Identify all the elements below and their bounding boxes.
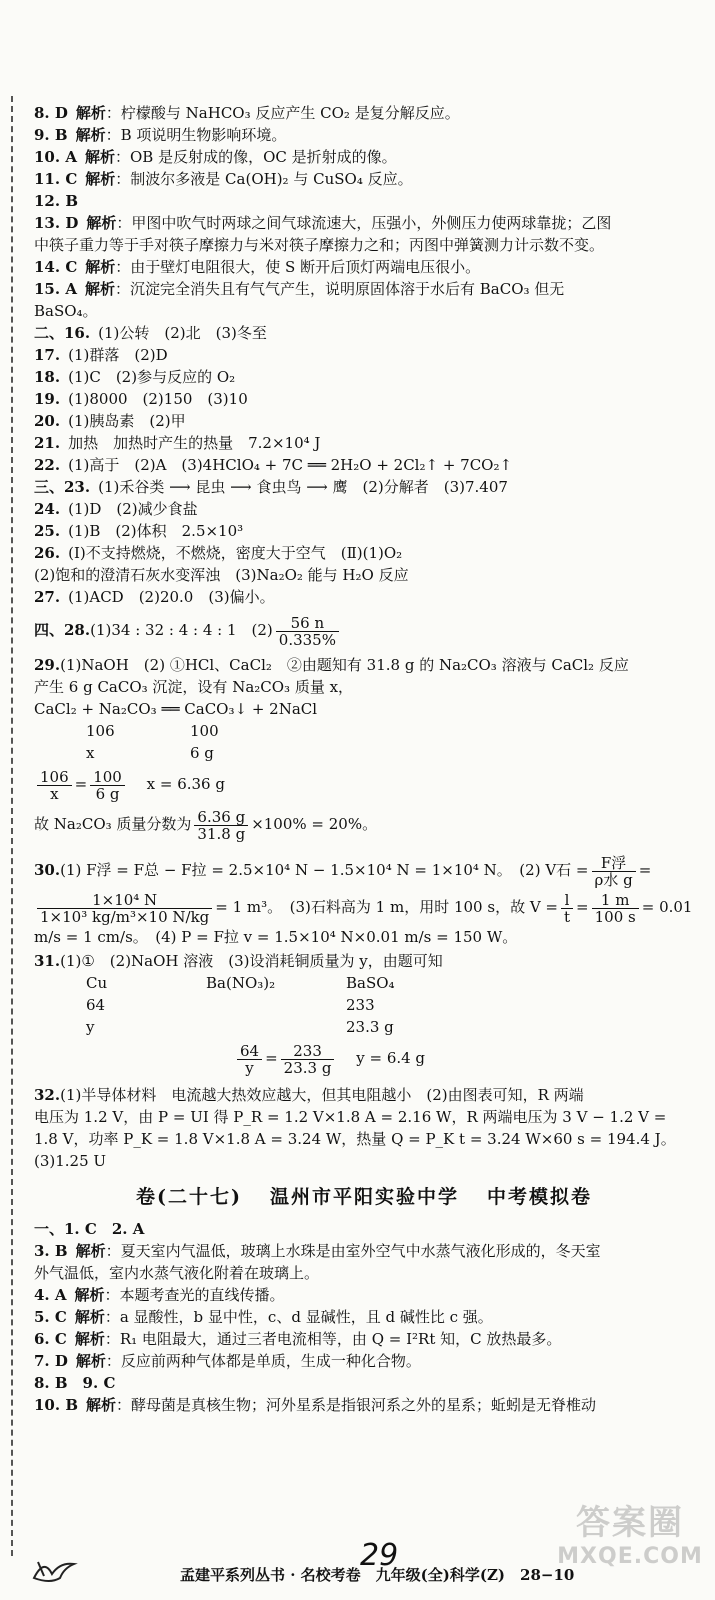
answer-line	[34, 190, 694, 212]
answer-text: (1)8000 (2)150 (3)10	[68, 390, 248, 408]
answer-line	[34, 1306, 694, 1328]
answer-number: 21.	[34, 434, 61, 452]
answer-number: 13. D	[34, 214, 79, 232]
answer-line	[34, 344, 694, 366]
numerator: 1×10⁴ N	[37, 892, 212, 909]
answer-text: = 1 m³。 (3)石料高为 1 m，用时 100 s，故 V =	[215, 898, 559, 916]
answer-number: 一、1. C 2. A	[34, 1220, 145, 1238]
footer-text: 孟建平系列丛书 · 名校考卷 九年级(全)科学(Z) 28−10	[180, 1566, 575, 1584]
answer-line	[34, 146, 694, 168]
answer-number: 7. D	[34, 1352, 68, 1370]
answer-number: 24.	[34, 500, 61, 518]
answer-line	[34, 1350, 694, 1372]
answer-number: 20.	[34, 412, 61, 430]
numerator: 233	[281, 1043, 335, 1060]
molar-mass: 106	[86, 722, 115, 740]
answer-line	[34, 256, 694, 278]
answer-line	[34, 322, 694, 344]
variable: 23.3 g	[346, 1018, 394, 1036]
answer-number: 18.	[34, 368, 61, 386]
analysis-label: 解析	[74, 1308, 105, 1326]
molar-mass: 64	[86, 996, 106, 1014]
answer-number: 25.	[34, 522, 61, 540]
answer-text: ：沉淀完全消失且有气气产生，说明原固体溶于水后有 BaCO₃ 但无	[114, 280, 565, 298]
answer-text: (1)群落 (2)D	[68, 346, 168, 364]
numerator: 56 n	[276, 615, 339, 632]
answer-text: (1)NaOH (2) ①HCl、CaCl₂ ②由题知有 31.8 g 的 Na₂CO₃ 溶液与 CaCl₂ 反应	[60, 656, 629, 674]
answer-text: (3)1.25 U	[34, 1152, 107, 1170]
answer-text: (Ⅰ)不支持燃烧，不燃烧，密度大于空气 (Ⅱ)(1)O₂	[68, 544, 403, 562]
answer-text: ：B 项说明生物影响环境。	[105, 126, 287, 144]
fraction	[37, 892, 212, 925]
volume-number: 卷(二十七)	[135, 1186, 242, 1208]
answer-text: 加热 加热时产生的热量 7.2×10⁴ J	[68, 434, 321, 452]
answer-line	[34, 300, 694, 322]
answer-text: 产生 6 g CaCO₃ 沉淀，设有 Na₂CO₃ 质量 x，	[34, 678, 354, 696]
denominator: x	[50, 784, 59, 803]
denominator: 6 g	[95, 784, 120, 803]
molar-mass: 100	[190, 722, 219, 740]
answer-29: 29.(1)NaOH (2) ①HCl、CaCl₂ ②由题知有 31.8 g 的 Na₂CO₃ 溶液与 CaCl₂ 反应 产生 6 g CaCO₃ 沉淀，设有 Na₂CO₃ 质量 x， CaCl₂ + Na₂CO₃ ══ CaCO₃↓ + 2NaCl 106 100 x 6 g $\frac{106}{x}$ = $\frac{100}{6 g}$ x = 6.36 g 故 Na₂CO₃ 质量分数为 $\frac{6.36 g}{31.8 g}$ ×100% = 20%。	[34, 656, 629, 843]
denominator: 1×10³ kg/m³×10 N/kg	[40, 907, 210, 926]
answer-line	[34, 1372, 694, 1394]
analysis-label: 解析	[86, 1396, 117, 1414]
answer-number: 8. B 9. C	[34, 1374, 116, 1392]
answer-number: 4. A	[34, 1286, 67, 1304]
bird-logo-icon	[30, 1548, 90, 1588]
answer-text: (1)C (2)参与反应的 O₂	[68, 368, 236, 386]
answer-text: ：反应前两种气体都是单质，生成一种化合物。	[105, 1352, 421, 1370]
school-name: 温州市平阳实验中学	[269, 1186, 459, 1208]
equals: =	[638, 861, 652, 879]
numerator: 100	[90, 769, 125, 786]
analysis-label: 解析	[85, 170, 116, 188]
answer-line	[34, 1284, 694, 1306]
answer-text: (1)半导体材料 电流越大热效应越大，但其电阻越小 (2)由图表可知，R 两端	[60, 1086, 584, 1104]
denominator: 100 s	[594, 907, 636, 926]
chemical-equation: CaCl₂ + Na₂CO₃ ══ CaCO₃↓ + 2NaCl	[34, 700, 318, 718]
answer-text: (1)胰岛素 (2)甲	[68, 412, 186, 430]
answer-text: ：甲图中吹气时两球之间气球流速大，压强小，外侧压力使两球靠拢；乙图	[116, 214, 612, 232]
fraction	[592, 892, 639, 925]
answer-line	[34, 366, 694, 388]
answer-line	[34, 476, 694, 498]
answer-28	[34, 612, 694, 648]
fraction	[281, 1043, 335, 1076]
answer-line	[34, 1394, 694, 1416]
answer-text: ：制波尔多液是 Ca(OH)₂ 与 CuSO₄ 反应。	[115, 170, 413, 188]
answer-text: ：由于壁灯电阻很大，使 S 断开后顶灯两端电压很小。	[115, 258, 481, 276]
analysis-label: 解析	[74, 1286, 105, 1304]
answer-text: ：R₁ 电阻最大，通过三者电流相等，由 Q = I²Rt 知，C 放热最多。	[104, 1330, 562, 1348]
analysis-label: 解析	[75, 126, 106, 144]
answers-section-1	[34, 102, 694, 608]
answer-number: 三、23.	[34, 478, 91, 496]
numerator: 1 m	[592, 892, 639, 909]
variable: x	[86, 744, 95, 762]
variable: 6 g	[190, 744, 214, 762]
answer-text: ：柠檬酸与 NaHCO₃ 反应产生 CO₂ 是复分解反应。	[105, 104, 460, 122]
answer-number: 四、28.	[34, 621, 91, 639]
answer-32	[34, 1084, 694, 1172]
answer-text: 外气温低，室内水蒸气液化附着在玻璃上。	[34, 1264, 320, 1282]
answer-line	[34, 586, 694, 608]
answer-30	[34, 852, 694, 948]
answer-number: 12. B	[34, 192, 78, 210]
exam-type: 中考模拟卷	[486, 1186, 592, 1208]
denominator: 31.8 g	[197, 824, 246, 843]
numerator: F浮	[592, 855, 636, 872]
answer-line	[34, 542, 694, 564]
answer-text: ：酵母菌是真核生物；河外星系是指银河系之外的星系；蚯蚓是无脊椎动	[116, 1396, 597, 1414]
analysis-label: 解析	[86, 214, 117, 232]
answer-number: 3. B	[34, 1242, 68, 1260]
answer-number: 6. C	[34, 1330, 67, 1348]
answer-line	[34, 102, 694, 124]
answer-number: 二、16.	[34, 324, 91, 342]
answer-line	[34, 1240, 694, 1262]
analysis-label: 解析	[84, 148, 115, 166]
answer-text: (1) F浮 = F总 − F拉 = 2.5×10⁴ N − 1.5×10⁴ N = 1×10⁴ N。 (2) V石 =	[60, 861, 589, 879]
answer-line	[34, 564, 694, 586]
fraction	[194, 809, 248, 842]
answer-text: (1)① (2)NaOH 溶液 (3)设消耗铜质量为 y，由题可知	[60, 952, 443, 970]
answer-content	[34, 102, 694, 1416]
page-footer	[30, 1538, 690, 1588]
answer-line	[34, 410, 694, 432]
answer-number: 31.	[34, 952, 61, 970]
answer-text: (1)ACD (2)20.0 (3)偏小。	[68, 588, 275, 606]
analysis-label: 解析	[74, 1330, 105, 1348]
answer-text: ×100% = 20%。	[251, 815, 378, 833]
result: x = 6.36 g	[146, 775, 225, 793]
answer-number: 14. C	[34, 258, 78, 276]
analysis-label: 解析	[84, 280, 115, 298]
answer-text: 故 Na₂CO₃ 质量分数为	[34, 815, 192, 833]
answer-line	[34, 388, 694, 410]
answer-number: 11. C	[34, 170, 78, 188]
denominator: ρ水 g	[594, 870, 633, 889]
answer-line	[34, 1328, 694, 1350]
fraction	[237, 1043, 262, 1076]
answer-number: 8. D	[34, 104, 68, 122]
fraction	[592, 855, 636, 888]
numerator: 64	[237, 1043, 262, 1060]
answer-text: ：夏天室内气温低，玻璃上水珠是由室外空气中水蒸气液化形成的，冬天室	[105, 1242, 601, 1260]
answer-line	[34, 520, 694, 542]
section-title	[34, 1186, 694, 1208]
answer-number: 19.	[34, 390, 61, 408]
answer-line	[34, 1262, 694, 1284]
fraction	[276, 615, 339, 648]
result: y = 6.4 g	[356, 1049, 426, 1067]
watermark-text: 答案圈	[576, 1503, 684, 1543]
answer-text: (2)饱和的澄清石灰水变浑浊 (3)Na₂O₂ 能与 H₂O 反应	[34, 566, 409, 584]
denominator: t	[564, 907, 571, 926]
answer-text: 电压为 1.2 V，由 P = UI 得 P_R = 1.2 V×1.8 A = 2.16 W，R 两端电压为 3 V − 1.2 V =	[34, 1108, 667, 1126]
answer-text: (1)D (2)减少食盐	[68, 500, 198, 518]
answer-line	[34, 234, 694, 256]
denominator: y	[245, 1058, 254, 1077]
answer-number: 15. A	[34, 280, 77, 298]
analysis-label: 解析	[85, 258, 116, 276]
analysis-label: 解析	[75, 104, 106, 122]
answer-31: 31.(1)① (2)NaOH 溶液 (3)设消耗铜质量为 y，由题可知 Cu Ba(NO₃)₂ BaSO₄ 64 233 y 23.3 g $\frac{64}{y}$ = $\frac{233}{23.3 g}$ y = 6.4 g	[34, 952, 443, 1077]
binding-margin-dashes	[11, 96, 13, 1556]
answer-text: 中筷子重力等于手对筷子摩擦力与米对筷子摩擦力之和；丙图中弹簧测力计示数不变。	[34, 236, 605, 254]
substance: Cu	[86, 974, 108, 992]
answers-section-2	[34, 1218, 694, 1416]
answer-number: 10. A	[34, 148, 77, 166]
answer-text: 1.8 V，功率 P_K = 1.8 V×1.8 A = 3.24 W，热量 Q = P_K t = 3.24 W×60 s = 194.4 J。	[34, 1130, 676, 1148]
answer-number: 29.	[34, 656, 61, 674]
handwritten-page-number: 29	[360, 1538, 399, 1573]
answer-text: m/s = 1 cm/s。 (4) P = F拉 v = 1.5×10⁴ N×0.01 m/s = 150 W。	[34, 928, 518, 946]
answer-number: 17.	[34, 346, 61, 364]
answer-number: 10. B	[34, 1396, 78, 1414]
answer-text: (1)B (2)体积 2.5×10³	[68, 522, 244, 540]
answer-line	[34, 454, 694, 476]
answer-text: (1)禾谷类 ⟶ 昆虫 ⟶ 食虫鸟 ⟶ 鹰 (2)分解者 (3)7.407	[98, 478, 508, 496]
answer-text: (1)公转 (2)北 (3)冬至	[98, 324, 267, 342]
analysis-label: 解析	[75, 1242, 106, 1260]
equals: =	[576, 898, 589, 916]
answer-number: 30.	[34, 861, 61, 879]
answer-line	[34, 1218, 694, 1240]
answer-text: = 0.01	[641, 898, 693, 916]
answer-text: ：本题考查光的直线传播。	[104, 1286, 285, 1304]
answer-text: ：a 显酸性，b 显中性，c、d 显碱性，且 d 碱性比 c 强。	[104, 1308, 493, 1326]
fraction	[561, 892, 573, 925]
numerator: l	[561, 892, 573, 909]
answer-number: 27.	[34, 588, 61, 606]
numerator: 6.36 g	[194, 809, 248, 826]
denominator: 0.335%	[278, 630, 336, 649]
molar-mass: 233	[346, 996, 375, 1014]
variable: y	[86, 1018, 95, 1036]
answer-number: 32.	[34, 1086, 61, 1104]
answer-line	[34, 498, 694, 520]
fraction	[37, 769, 72, 802]
answer-line	[34, 124, 694, 146]
answer-line	[34, 278, 694, 300]
answer-text: BaSO₄。	[34, 302, 98, 320]
watermark-url: MXQE.COM	[557, 1544, 703, 1569]
answer-line	[34, 168, 694, 190]
answer-number: 22.	[34, 456, 61, 474]
answer-text: ：OB 是反射成的像，OC 是折射成的像。	[114, 148, 397, 166]
answer-text: (1)34 : 32 : 4 : 4 : 1 (2)	[90, 621, 273, 639]
answer-number: 9. B	[34, 126, 68, 144]
denominator: 23.3 g	[283, 1058, 332, 1077]
answer-number: 5. C	[34, 1308, 67, 1326]
answer-line	[34, 212, 694, 234]
substance: BaSO₄	[346, 974, 395, 992]
answer-number: 26.	[34, 544, 61, 562]
numerator: 106	[37, 769, 72, 786]
substance: Ba(NO₃)₂	[206, 974, 276, 992]
answer-text: (1)高于 (2)A (3)4HClO₄ + 7C ══ 2H₂O + 2Cl₂↑ + 7CO₂↑	[68, 456, 513, 474]
fraction	[90, 769, 125, 802]
answer-line	[34, 432, 694, 454]
analysis-label: 解析	[75, 1352, 106, 1370]
